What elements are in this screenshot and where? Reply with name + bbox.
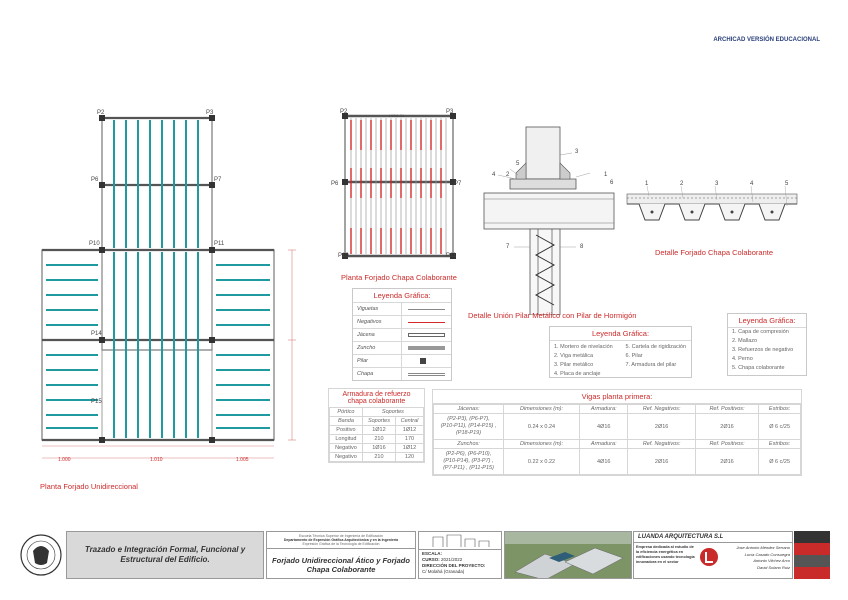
pillar-label-p10-left: P10	[89, 241, 100, 247]
direccion-label: DIRECCIÓN DEL PROYECTO:	[422, 563, 486, 568]
zunchos-h-3: Ref. Negativos:	[628, 440, 695, 449]
union-num-1: 1	[604, 172, 608, 178]
pillar-label-p10-mid: P10	[338, 253, 349, 259]
chapa-legend-2: 2. Mallazo	[732, 338, 758, 344]
detail-union-drawing	[480, 125, 620, 315]
pillar-label-p14-left: P14	[91, 331, 102, 337]
chapa-legend-4: 4. Perno	[732, 356, 753, 362]
union-num-6: 6	[610, 180, 614, 186]
zunchos-h-4: Ref. Positivos:	[695, 440, 758, 449]
jacenas-est: Ø 6 c/25	[759, 414, 801, 440]
union-num-8: 8	[580, 244, 584, 250]
chapa-num-5: 5	[785, 181, 789, 187]
viguetas-middle	[114, 252, 198, 438]
union-num-7: 7	[506, 244, 510, 250]
refuerzo-row-label: Negativo	[330, 453, 363, 462]
zunchos-h-2: Armadura:	[579, 440, 627, 449]
chapa-num-2: 2	[680, 181, 684, 187]
title-block	[0, 531, 848, 579]
vigas-h-1: Dimensiones (m):	[504, 405, 580, 414]
legend-jacena: Jácena	[357, 332, 375, 338]
refuerzo-row-b: 1Ø12	[396, 426, 424, 435]
legend-union-title: Leyenda Gráfica:	[550, 327, 691, 341]
curso-label: CURSO:	[422, 557, 440, 562]
plan-chapa	[335, 110, 465, 270]
refuerzo-row-b: 120	[396, 453, 424, 462]
refuerzo-row-a: 210	[362, 453, 395, 462]
chapa-ribs	[351, 118, 446, 254]
zunchos-h-5: Estribos:	[759, 440, 801, 449]
union-num-2: 2	[506, 172, 510, 178]
union-legend-6: 6. Pilar	[625, 353, 643, 359]
legend-viguetas: Viguetas	[357, 306, 379, 312]
refuerzo-row-label: Positivo	[330, 426, 363, 435]
legend-zuncho: Zuncho	[357, 345, 376, 351]
legend-chapa	[352, 288, 452, 381]
vigas-table	[432, 389, 802, 476]
pillar-label-p7-left: P7	[214, 177, 222, 183]
project-title-box	[66, 531, 264, 579]
dim-bottom-1: 1.000	[58, 457, 71, 463]
school-line-1: Escuela Técnica Superior de Ingeniería de Edificación	[299, 534, 383, 538]
jacenas-arm: 4Ø16	[579, 414, 627, 440]
vigas-h-2: Armadura:	[579, 405, 627, 414]
vigas-h-4: Ref. Positivos:	[695, 405, 758, 414]
jacenas-list: (P2-P3), (P6-P7), (P10-P11), (P14-P15) , (P18-P19)	[434, 414, 504, 440]
school-line-2: Departamento de Expresión Gráfica Arquitectónica y en la Ingeniería	[283, 538, 399, 542]
dim-bottom-2: 1.010	[150, 457, 163, 463]
author-3: Antonio Vilchez Arco	[753, 558, 790, 563]
union-legend-4: 4. Placa de anclaje	[554, 371, 601, 377]
pillar-label-p15-left: P15	[91, 399, 102, 405]
pillar-label-p7-mid: P7	[454, 181, 462, 187]
viguetas-wings	[46, 265, 270, 428]
chapa-num-1: 1	[645, 181, 649, 187]
union-legend-3: 3. Pilar metálico	[554, 362, 594, 368]
refuerzo-h-central: Central	[396, 417, 424, 426]
author-2: Lucía Casado Consuegra	[744, 551, 790, 557]
jacenas-neg: 2Ø16	[628, 414, 695, 440]
refuerzo-h-banda: Banda	[330, 417, 363, 426]
refuerzo-row-a: 1Ø16	[362, 444, 395, 453]
info-box	[418, 531, 502, 579]
pillar-label-p3-left: P3	[206, 110, 214, 116]
upper-block	[102, 118, 212, 350]
refuerzo-h-portico: Pórtico	[330, 408, 363, 417]
legend-union	[549, 326, 692, 378]
plan-unidireccional	[30, 100, 320, 470]
pillar-label-p3-mid: P3	[446, 109, 454, 115]
refuerzo-row-a: 210	[362, 435, 395, 444]
company-desc: Empresa dedicada al estudio de la eficiencia energética en edificaciones usando tecnología innovadora en el sector	[636, 545, 695, 564]
legend-negativos: Negativos	[357, 319, 382, 325]
chapa-legend-1: 1. Capa de compresión	[732, 329, 789, 335]
dim-bottom-3: 1.005	[236, 457, 249, 463]
refuerzo-h-soportes: Soportes	[362, 408, 423, 417]
chapa-num-3: 3	[715, 181, 719, 187]
refuerzo-row-label: Negativo	[330, 444, 363, 453]
union-num-4: 4	[492, 172, 496, 178]
zunchos-h-1: Dimensiones (m):	[504, 440, 580, 449]
union-legend-2: 2. Viga metálica	[554, 353, 594, 359]
lower-block	[42, 250, 274, 440]
vigas-h-5: Estribos:	[759, 405, 801, 414]
union-legend-1: 1. Mortero de nivelación	[554, 344, 613, 350]
zunchos-neg: 2Ø16	[628, 449, 695, 475]
plan-left-title: Planta Forjado Unidireccional	[40, 482, 138, 491]
company-logo	[698, 543, 720, 571]
direccion-value: C/ Molahá (Granada)	[422, 569, 465, 574]
beam-label-mid: VIGA 24	[389, 113, 404, 118]
detail-union-title: Detalle Unión Pilar Metálico con Pilar de Hormigón	[468, 311, 637, 320]
refuerzo-table	[328, 388, 425, 463]
pillar-label-p11-mid: P11	[446, 253, 457, 259]
vigas-h-3: Ref. Negativos:	[628, 405, 695, 414]
pillar-label-p2-mid: P2	[340, 109, 348, 115]
pillar-label-p6-mid: P6	[331, 181, 339, 187]
refuerzo-title-1: Armadura de refuerzo	[342, 391, 411, 398]
detail-chapa-drawing	[625, 180, 800, 230]
author-4: David Solano Ruiz	[757, 564, 790, 570]
union-num-5: 5	[516, 161, 520, 167]
plan-middle-title: Planta Forjado Chapa Colaborante	[341, 273, 457, 282]
refuerzo-row-label: Longitud	[330, 435, 363, 444]
chapa-legend-3: 3. Refuerzos de negativo	[732, 347, 794, 353]
chapa-num-4: 4	[750, 181, 754, 187]
sheet-box	[266, 531, 416, 579]
zunchos-arm: 4Ø16	[579, 449, 627, 475]
zunchos-est: Ø 6 c/25	[759, 449, 801, 475]
refuerzo-row-b: 170	[396, 435, 424, 444]
legend-pilar: Pilar	[357, 358, 369, 364]
pillar-label-p2-left: P2	[97, 110, 105, 116]
detail-chapa-title: Detalle Forjado Chapa Colaborante	[655, 248, 773, 257]
school-line-3: Expresión Gráfica de la Tecnología de Edificación	[267, 542, 415, 549]
legend-chapa-item: Chapa	[357, 371, 374, 377]
chapa-legend-5: 5. Chapa colaborante	[732, 365, 785, 371]
union-legend-7: 7. Armadura del pilar	[625, 362, 677, 368]
legend-chapa-detail	[727, 313, 807, 376]
company-box	[633, 531, 793, 579]
company-name: LUANDA ARQUITECTURA S.L	[634, 532, 792, 543]
zunchos-pos: 2Ø16	[695, 449, 758, 475]
color-bars	[794, 531, 830, 579]
project-title: Trazado e Integración Formal, Funcional y Estructural del Edificio.	[84, 545, 246, 564]
zunchos-dim: 0.22 x 0.22	[504, 449, 580, 475]
vigas-title: Vigas planta primera:	[433, 390, 801, 404]
zunchos-h-0: Zunchos:	[434, 440, 504, 449]
jacenas-pos: 2Ø16	[695, 414, 758, 440]
jacenas-dim: 0.24 x 0.24	[504, 414, 580, 440]
curso-value: 2021/2022	[441, 557, 463, 562]
legend-chapa-title: Leyenda Gráfica:	[373, 291, 431, 300]
render-image	[504, 531, 632, 579]
university-seal	[18, 531, 64, 579]
union-num-3: 3	[575, 149, 579, 155]
sheet-title: Forjado Unidireccional Ático y Forjado Chapa Colaborante	[272, 556, 410, 574]
refuerzo-h-sop: Soportes	[362, 417, 395, 426]
union-legend-5: 5. Cartela de rigidización	[625, 344, 687, 350]
zunchos-list: (P2-P6), (P6-P10), (P10-P14), (P3-P7) , (P7-P11) , (P11-P15)	[434, 449, 504, 475]
edition-label: ARCHICAD VERSIÓN EDUCACIONAL	[713, 37, 820, 43]
pillar-label-p6-left: P6	[91, 177, 99, 183]
author-1: Jose Antonio Méndez Serrano	[736, 545, 790, 550]
refuerzo-title-2: chapa colaborante	[347, 398, 406, 405]
vigas-h-0: Jácenas:	[434, 405, 504, 414]
pillar-label-p11-left: P11	[214, 241, 225, 247]
legend-chapa-detail-title: Leyenda Gráfica:	[728, 314, 806, 328]
escala-label: ESCALA:	[422, 551, 442, 556]
refuerzo-row-b: 1Ø12	[396, 444, 424, 453]
refuerzo-row-a: 1Ø12	[362, 426, 395, 435]
